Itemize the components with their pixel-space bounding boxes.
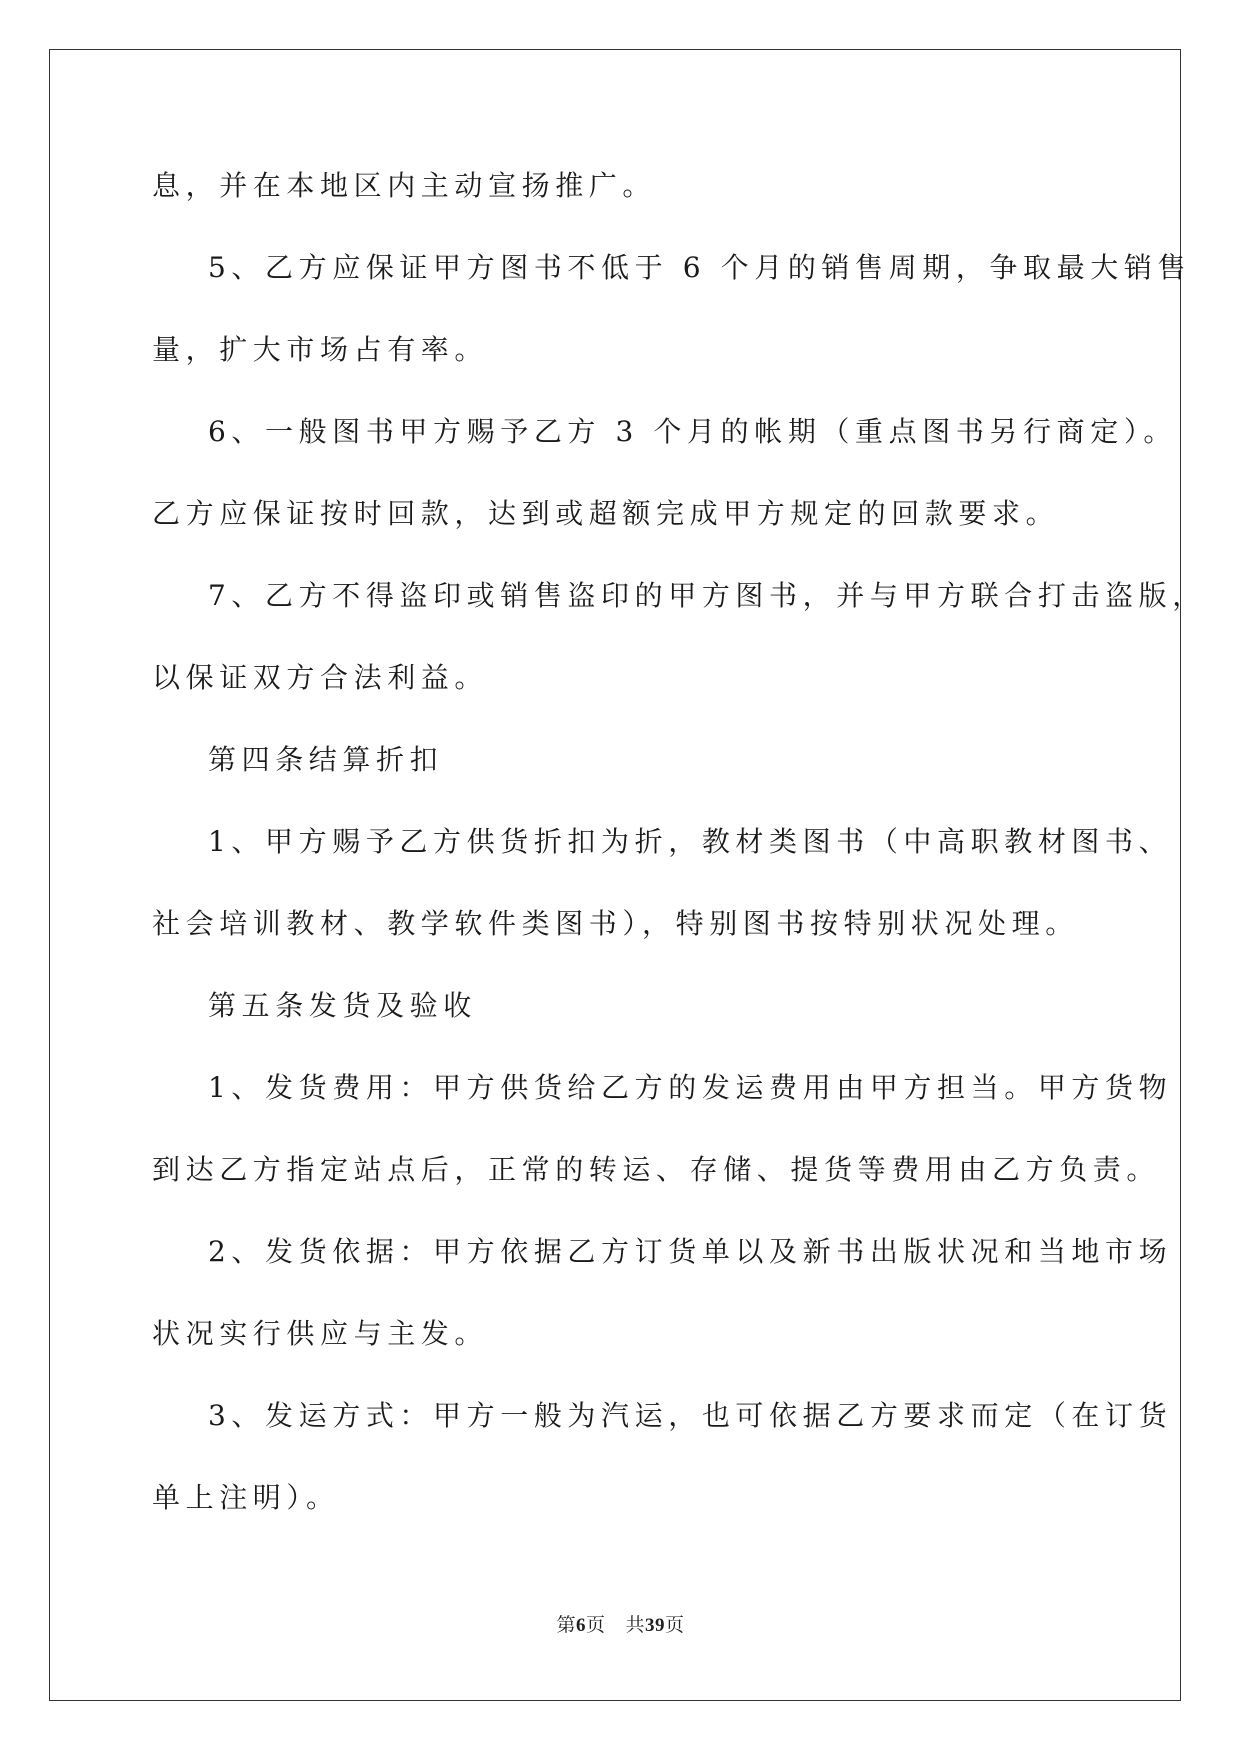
paragraph-line: 乙方应保证按时回款，达到或超额完成甲方规定的回款要求。 (152, 497, 1060, 530)
paragraph-line: 到达乙方指定站点后，正常的转运、存储、提货等费用由乙方负责。 (152, 1153, 1161, 1186)
paragraph-line: 社会培训教材、教学软件类图书），特别图书按特别状况处理。 (152, 907, 1079, 940)
page-suffix: 页 (585, 1615, 606, 1636)
paragraph-line: 量，扩大市场占有率。 (152, 333, 489, 366)
section-heading: 第五条发货及验收 (208, 989, 477, 1022)
page-border (49, 49, 1181, 1701)
paragraph-line: 2、发货依据：甲方依据乙方订货单以及新书出版状况和当地市场 (208, 1235, 1173, 1268)
page-prefix: 第 (556, 1615, 576, 1636)
page-number: 6 (575, 1615, 586, 1636)
total-pages: 39 (645, 1615, 666, 1636)
page-footer (0, 1610, 1241, 1637)
paragraph-line: 3、发运方式：甲方一般为汽运，也可依据乙方要求而定（在订货 (208, 1399, 1173, 1432)
paragraph-line: 6、一般图书甲方赐予乙方 3 个月的帐期（重点图书另行商定）。 (208, 415, 1178, 448)
total-suffix: 页 (665, 1615, 685, 1636)
total-prefix: 共 (625, 1615, 646, 1636)
paragraph-line: 1、甲方赐予乙方供货折扣为折，教材类图书（中高职教材图书、 (208, 825, 1173, 858)
paragraph-line: 状况实行供应与主发。 (152, 1317, 489, 1350)
paragraph-line: 5、乙方应保证甲方图书不低于 6 个月的销售周期，争取最大销售 (208, 251, 1192, 284)
paragraph-line: 7、乙方不得盗印或销售盗印的甲方图书，并与甲方联合打击盗版， (208, 579, 1206, 612)
paragraph-line: 息，并在本地区内主动宣扬推广。 (152, 169, 657, 202)
paragraph-line: 1、发货费用：甲方供货给乙方的发运费用由甲方担当。甲方货物 (208, 1071, 1173, 1104)
paragraph-line: 以保证双方合法利益。 (152, 661, 489, 694)
section-heading: 第四条结算折扣 (208, 743, 444, 776)
paragraph-line: 单上注明）。 (152, 1481, 340, 1514)
